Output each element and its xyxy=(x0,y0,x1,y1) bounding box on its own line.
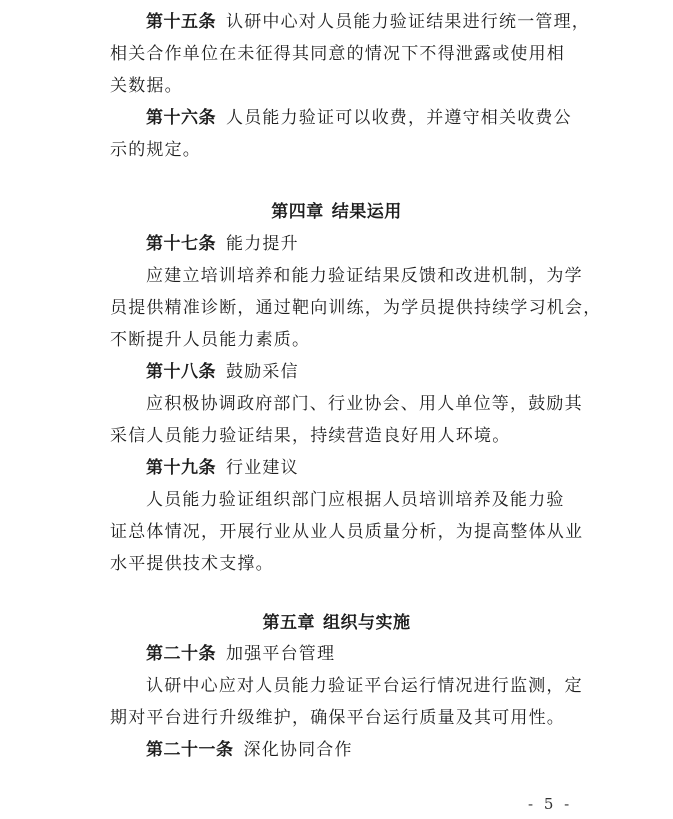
art17-line3: 不断提升人员能力素质。 xyxy=(110,330,311,350)
art17-heading xyxy=(146,233,580,255)
art15-line1 xyxy=(146,11,590,33)
art20-line1: 认研中心应对人员能力验证平台运行情况进行监测，定 xyxy=(146,676,583,696)
art19-title: 行业建议 xyxy=(226,458,299,478)
art16-line2: 示的规定。 xyxy=(110,140,201,160)
art19-line1: 人员能力验证组织部门应根据人员培训培养及能力验 xyxy=(146,490,565,510)
chapter-5-title: 组织与实施 xyxy=(323,613,411,633)
chapter-4-number: 第四章 xyxy=(271,202,324,222)
art18-number: 第十八条 xyxy=(146,362,216,382)
art19-line3: 水平提供技术支撑。 xyxy=(110,554,274,574)
art21-number: 第二十一条 xyxy=(146,740,234,760)
art18-line2: 采信人员能力验证结果，持续营造良好用人环境。 xyxy=(110,426,511,446)
art21-title: 深化协同合作 xyxy=(243,740,353,760)
art15-number: 第十五条 xyxy=(146,12,216,32)
art17-number: 第十七条 xyxy=(146,234,216,254)
chapter-4-heading xyxy=(0,201,673,223)
art20-number: 第二十条 xyxy=(146,644,216,664)
page-number: - 5 - xyxy=(528,795,573,813)
art16-number: 第十六条 xyxy=(146,108,216,128)
chapter-4-title: 结果运用 xyxy=(331,202,402,222)
art18-heading xyxy=(146,361,580,383)
chapter-5-heading xyxy=(0,612,673,634)
art18-line1: 应积极协调政府部门、行业协会、用人单位等，鼓励其 xyxy=(146,394,583,414)
art19-number: 第十九条 xyxy=(146,458,216,478)
art15-line2: 相关合作单位在未征得其同意的情况下不得泄露或使用相 xyxy=(110,44,565,64)
art19-heading xyxy=(146,457,580,479)
art21-heading xyxy=(146,739,580,761)
art17-title: 能力提升 xyxy=(226,234,299,254)
art20-line2: 期对平台进行升级维护，确保平台运行质量及其可用性。 xyxy=(110,708,565,728)
art17-line1: 应建立培训培养和能力验证结果反馈和改进机制，为学 xyxy=(146,266,583,286)
art20-heading xyxy=(146,643,580,665)
art20-title: 加强平台管理 xyxy=(226,644,336,664)
chapter-5-number: 第五章 xyxy=(262,613,315,633)
art19-line2: 证总体情况，开展行业从业人员质量分析，为提高整体从业 xyxy=(110,522,584,542)
art16-text-1: 人员能力验证可以收费，并遵守相关收费公 xyxy=(226,108,572,128)
art17-line2: 员提供精准诊断，通过靶向训练，为学员提供持续学习机会， xyxy=(110,298,602,318)
art16-line1 xyxy=(146,107,580,129)
art15-line3: 关数据。 xyxy=(110,76,183,96)
art15-text-1: 认研中心对人员能力验证结果进行统一管理， xyxy=(226,12,590,32)
art18-title: 鼓励采信 xyxy=(226,362,299,382)
